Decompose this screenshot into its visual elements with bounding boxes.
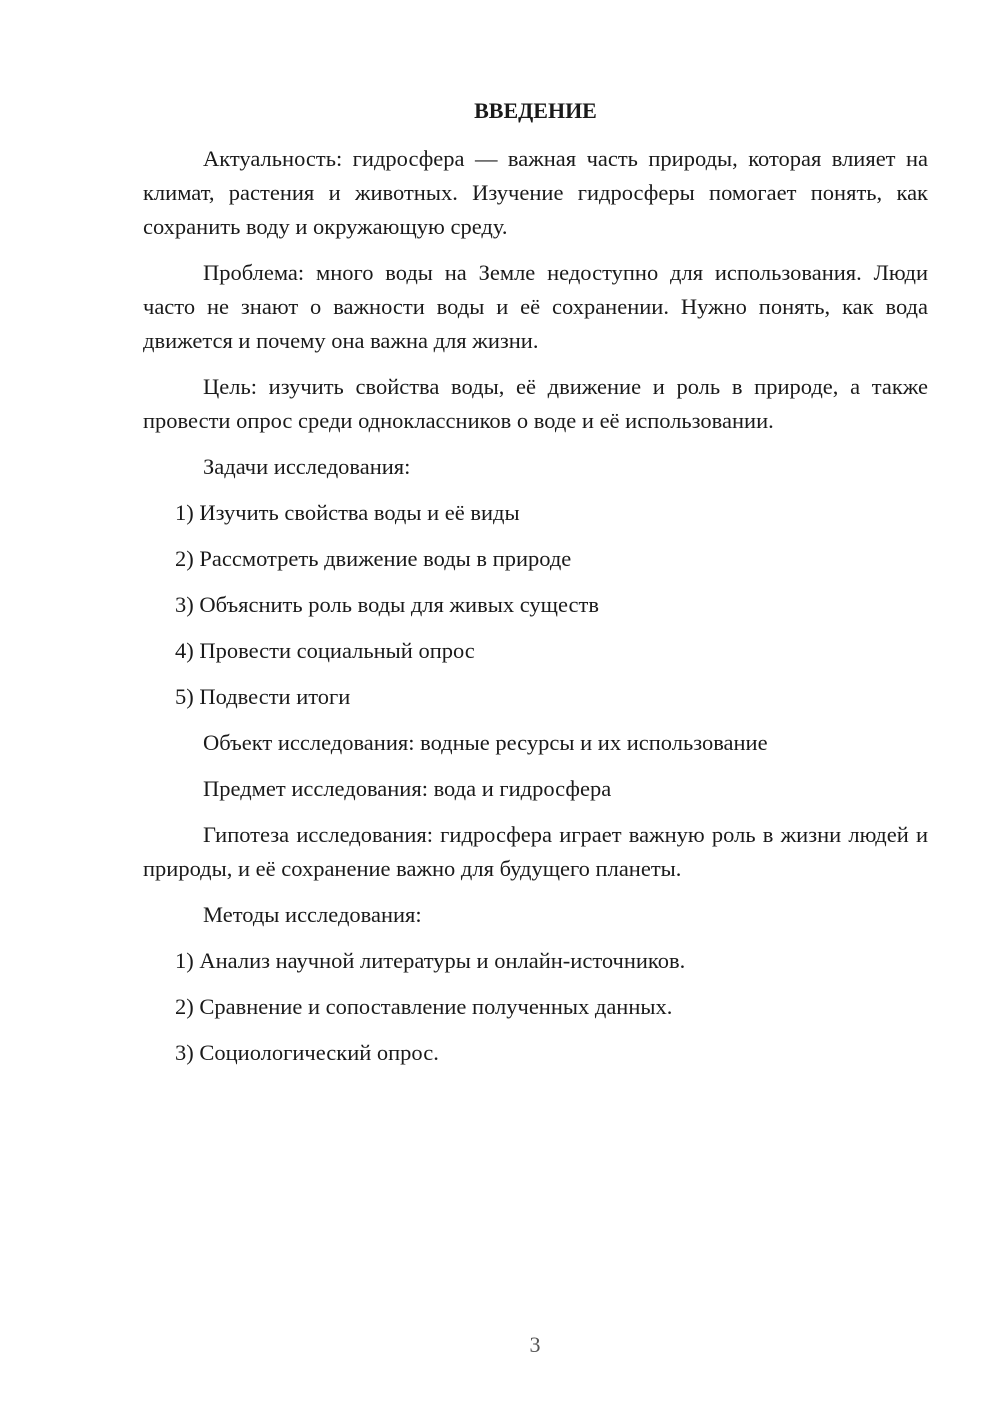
list-item: 1) Изучить свойства воды и её виды: [175, 500, 520, 525]
goal-paragraph: Цель: изучить свойства воды, её движение и роль в природе, а также провести опрос среди одноклассников о воде и её использовании.: [143, 374, 928, 433]
subject-line: Предмет исследования: вода и гидросфера: [203, 776, 612, 801]
list-item: 5) Подвести итоги: [175, 684, 351, 709]
page-content: [143, 96, 928, 1082]
relevance-paragraph: Актуальность: гидросфера — важная часть природы, которая влияет на климат, растения и животных. Изучение гидросферы помогает понять, как сохранить воду и окружающую среду.: [143, 146, 928, 239]
list-item: 1) Анализ научной литературы и онлайн-источников.: [175, 948, 686, 973]
list-item: 4) Провести социальный опрос: [175, 638, 475, 663]
section-title: ВВЕДЕНИЕ: [474, 98, 597, 123]
list-item: 3) Объяснить роль воды для живых существ: [175, 592, 599, 617]
list-item: 2) Рассмотреть движение воды в природе: [175, 546, 572, 571]
list-item: 3) Социологический опрос.: [175, 1040, 439, 1065]
tasks-heading: Задачи исследования:: [203, 454, 411, 479]
methods-list: [143, 944, 928, 1070]
methods-heading: Методы исследования:: [203, 902, 422, 927]
page-number: 3: [529, 1332, 541, 1357]
list-item: 2) Сравнение и сопоставление полученных данных.: [175, 994, 673, 1019]
hypothesis-paragraph: Гипотеза исследования: гидросфера играет важную роль в жизни людей и природы, и её сохранение важно для будущего планеты.: [143, 822, 928, 881]
problem-paragraph: Проблема: много воды на Земле недоступно для использования. Люди часто не знают о важности воды и её сохранении. Нужно понять, как вода движется и почему она важна для жизни.: [143, 260, 928, 353]
object-line: Объект исследования: водные ресурсы и их использование: [203, 730, 768, 755]
tasks-list: [143, 496, 928, 714]
